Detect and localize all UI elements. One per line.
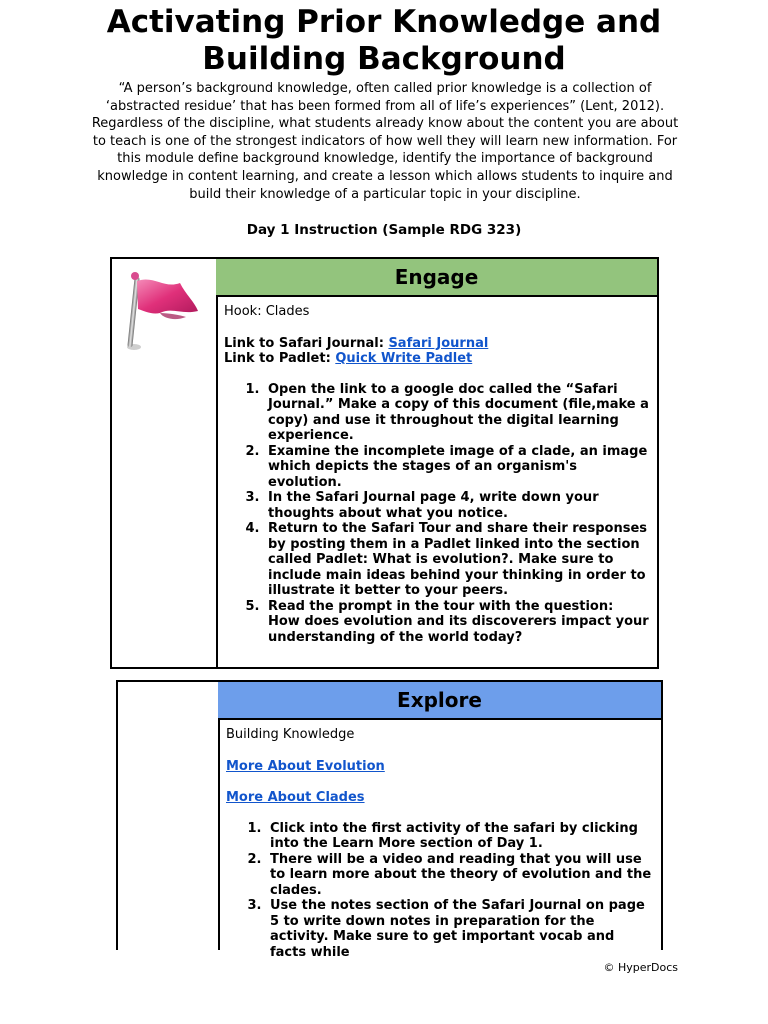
- page-title: Activating Prior Knowledge and Building Background: [106, 4, 662, 77]
- journal-link-row: [224, 336, 649, 352]
- explore-steps: [226, 821, 653, 961]
- engage-icon-cell: [112, 259, 218, 667]
- engage-hook: Hook: Clades: [224, 304, 310, 319]
- intro-paragraph: “A person’s background knowledge, often called prior knowledge is a collection of ‘abstracted residue’ that has been formed from all of life’s experiences” (Lent, 2012). Regardless of the discipline, what students already know about the content you are about to teach is one of the strongest indicators of how well they will learn new information. For this module define background knowledge, identify the importance of background knowledge in content learning, and create a lesson which allows students to inquire and build their knowledge of a particular topic in your discipline.: [91, 81, 679, 202]
- engage-content: [216, 297, 657, 645]
- engage-header: [216, 259, 657, 297]
- explore-header: [218, 682, 661, 720]
- explore-icon-cell: [118, 682, 220, 950]
- padlet-link-row: [224, 351, 649, 367]
- engage-header-label: Engage: [394, 265, 479, 289]
- footer-credit: © HyperDocs: [603, 961, 678, 974]
- more-about-clades-link[interactable]: More About Clades: [226, 790, 365, 805]
- explore-content: [218, 720, 661, 960]
- engage-table: [110, 257, 659, 669]
- list-item: 1. Click into the first activity of the safari by clicking into the Learn More section of Day 1.: [266, 821, 653, 852]
- list-item: 4. Return to the Safari Tour and share their responses by posting them in a Padlet linked into the section called Padlet: What is evolution?. Make sure to include main ideas behind your thinking in order to illustrate it better to your peers.: [264, 521, 649, 599]
- list-item: 1. Open the link to a google doc called the “Safari Journal.” Make a copy of this document (file,make a copy) and use it throughout the digital learning experience.: [264, 382, 649, 444]
- list-item: 2. Examine the incomplete image of a clade, an image which depicts the stages of an organism's evolution.: [264, 444, 649, 491]
- padlet-link-label: Link to Padlet:: [224, 351, 336, 366]
- explore-subtitle: Building Knowledge: [226, 727, 355, 742]
- more-about-evolution-link[interactable]: More About Evolution: [226, 758, 385, 774]
- day-heading: Day 1 Instruction (Sample RDG 323): [246, 222, 522, 238]
- list-item: 2. There will be a video and reading that you will use to learn more about the theory of evolution and the clades.: [266, 852, 653, 899]
- explore-header-label: Explore: [397, 688, 482, 712]
- engage-steps: [224, 382, 649, 646]
- explore-table: [116, 680, 663, 960]
- list-item: 3. Use the notes section of the Safari Journal on page 5 to write down notes in preparation for the activity. Make sure to get important vocab and facts while: [266, 898, 653, 960]
- journal-link-label: Link to Safari Journal:: [224, 335, 389, 351]
- list-item: 3. In the Safari Journal page 4, write down your thoughts about what you notice.: [264, 490, 649, 521]
- pink-flag-icon: [124, 267, 204, 357]
- list-item: 5. Read the prompt in the tour with the question: How does evolution and its discoverers impact your understanding of the world today?: [264, 599, 649, 646]
- quick-write-padlet-link[interactable]: Quick Write Padlet: [335, 351, 473, 366]
- safari-journal-link[interactable]: Safari Journal: [388, 335, 489, 351]
